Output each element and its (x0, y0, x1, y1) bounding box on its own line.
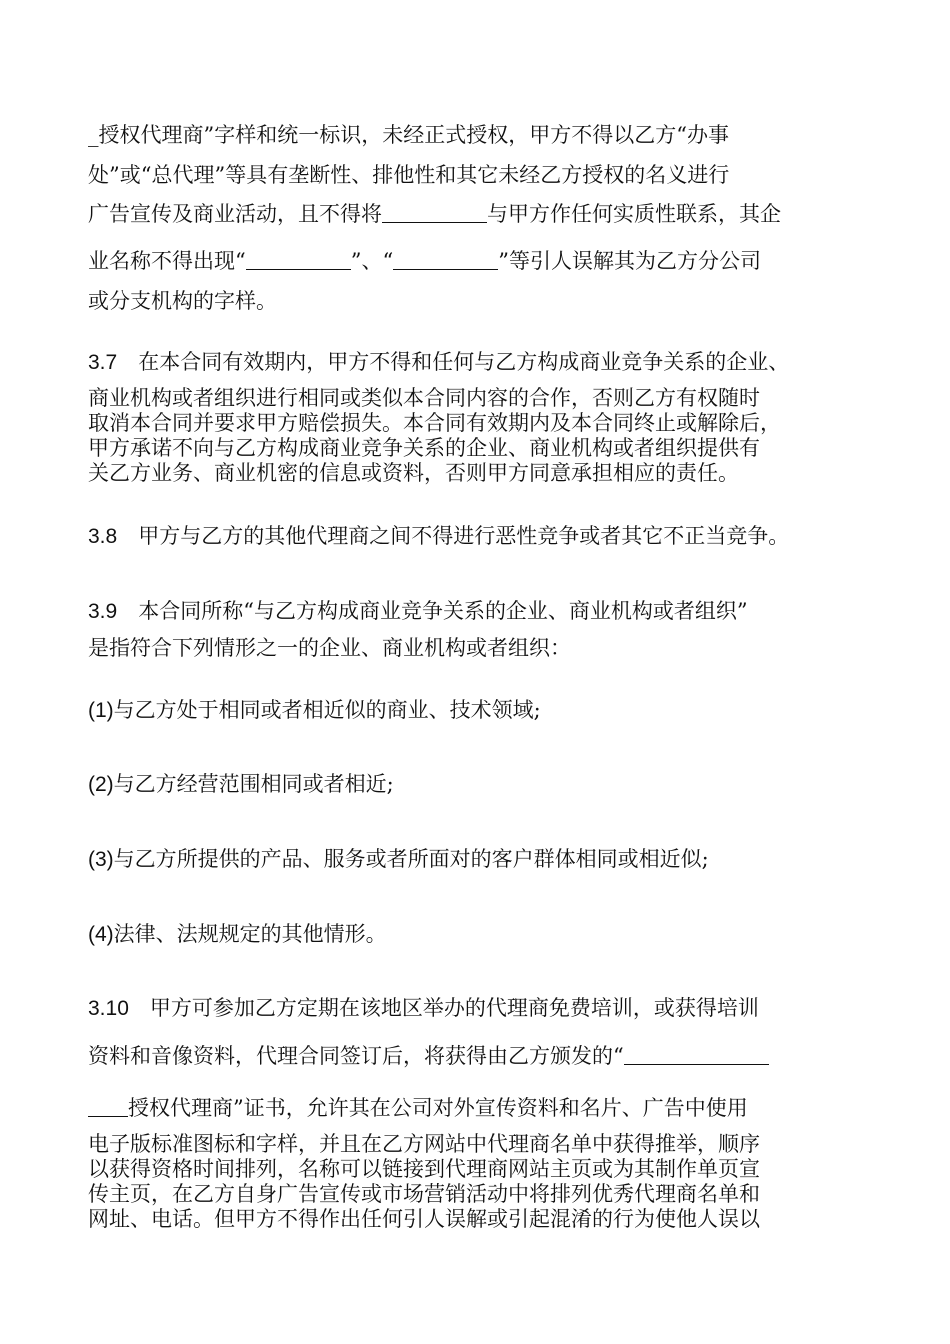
para-line (88, 435, 878, 461)
para-line (88, 201, 878, 227)
para-line (88, 635, 878, 661)
text-run: ”、“ (350, 249, 394, 273)
text-run: 网址、电话。但甲方不得作出任何引人误解或引起混淆的行为使他人误以 (88, 1207, 760, 1231)
text-run: 与乙方所提供的产品、服务或者所面对的客户群体相同或相近似; (113, 847, 709, 871)
text-run: 授权代理商”证书，允许其在公司对外宣传资料和名片、广告中使用 (128, 1096, 748, 1120)
text-run: _授权代理商”字样和统一标识，未经正式授权，甲方不得以乙方“办事 (88, 123, 729, 147)
text-run: 取消本合同并要求甲方赔偿损失。本合同有效期内及本合同终止或解除后， (88, 411, 781, 435)
text-run: 本合同所称“与乙方构成商业竞争关系的企业、商业机构或者组织” (138, 599, 748, 623)
text-run: 法律、法规规定的其他情形。 (113, 922, 387, 946)
item-number: (4) (88, 923, 114, 946)
fill-blank (382, 202, 487, 223)
text-run: 资料和音像资料，代理合同签订后，将获得由乙方颁发的“ (88, 1044, 624, 1068)
text-run: 与乙方经营范围相同或者相近; (113, 772, 394, 796)
text-run: 业名称不得出现“ (88, 249, 246, 273)
text-run: 与甲方作任何实质性联系，其企 (487, 202, 781, 226)
para-line (88, 410, 878, 436)
text-run: 商业机构或者组织进行相同或类似本合同内容的合作，否则乙方有权随时 (88, 386, 760, 410)
text-run: 关乙方业务、商业机密的信息或资料，否则甲方同意承担相应的责任。 (88, 461, 739, 485)
para-line (88, 460, 878, 486)
list-item (88, 697, 878, 724)
para-line (88, 1156, 878, 1182)
para-line (88, 1095, 878, 1121)
text-run: 甲方可参加乙方定期在该地区举办的代理商免费培训，或获得培训 (149, 996, 759, 1020)
fill-blank (246, 249, 351, 270)
list-item (88, 771, 878, 798)
text-run: 甲方与乙方的其他代理商之间不得进行恶性竞争或者其它不正当竞争。 (138, 524, 790, 548)
text-run: 与乙方处于相同或者相近似的商业、技术领域; (113, 698, 541, 722)
text-run: ”等引人误解其为乙方分公司 (498, 249, 761, 273)
clause-number: 3.9 (88, 600, 118, 623)
item-number: (2) (88, 773, 114, 796)
clause-number: 3.7 (88, 351, 118, 374)
list-item (88, 846, 878, 873)
para-line (88, 288, 878, 314)
text-run: 在本合同有效期内，甲方不得和任何与乙方构成商业竞争关系的企业、 (138, 350, 790, 374)
clause-3-8 (88, 523, 878, 550)
para-line (88, 1131, 878, 1157)
item-number: (3) (88, 848, 114, 871)
text-run: 或分支机构的字样。 (88, 289, 277, 313)
text-run: 以获得资格时间排列，名称可以链接到代理商网站主页或为其制作单页宣 (88, 1157, 760, 1181)
clause-number: 3.10 (88, 997, 129, 1020)
text-run: 处”或“总代理”等具有垄断性、排他性和其它未经乙方授权的名义进行 (88, 163, 730, 187)
para-line (88, 1206, 878, 1232)
clause-number: 3.8 (88, 525, 118, 548)
para-line (88, 1043, 878, 1069)
fill-blank (624, 1044, 769, 1065)
text-run: 甲方承诺不向与乙方构成商业竞争关系的企业、商业机构或者组织提供有 (88, 436, 760, 460)
para-line (88, 385, 878, 411)
para-line (88, 248, 878, 274)
text-run: 广告宣传及商业活动，且不得将 (88, 202, 382, 226)
para-line (88, 162, 878, 188)
text-run: 是指符合下列情形之一的企业、商业机构或者组织： (88, 636, 571, 660)
list-item (88, 921, 878, 948)
fill-blank (88, 1096, 128, 1117)
clause-3-10 (88, 995, 878, 1022)
clause-3-9 (88, 598, 878, 625)
fill-blank (393, 249, 498, 270)
clause-3-7 (88, 349, 878, 376)
item-number: (1) (88, 699, 114, 722)
text-run: 传主页，在乙方自身广告宣传或市场营销活动中将排列优秀代理商名单和 (88, 1182, 760, 1206)
text-run: 电子版标准图标和字样，并且在乙方网站中代理商名单中获得推举，顺序 (88, 1132, 760, 1156)
para-line (88, 1181, 878, 1207)
para-line (88, 122, 878, 148)
